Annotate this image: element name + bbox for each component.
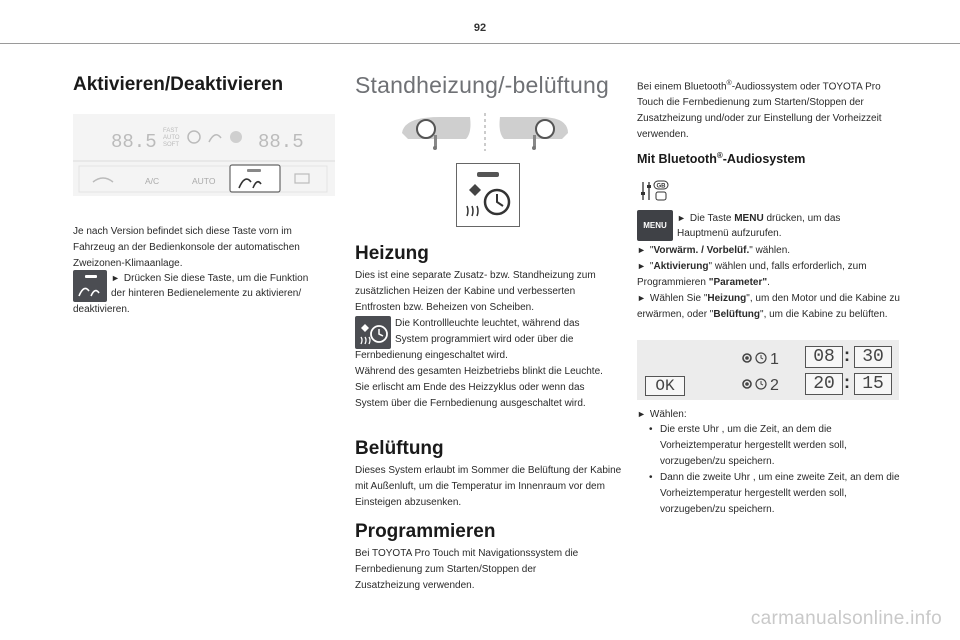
section-heading-heizung: Heizung [355, 243, 429, 264]
auto-label: AUTO [163, 135, 180, 141]
section-heading-aktivieren: Aktivieren/Deaktivieren [73, 74, 284, 95]
step-aktivierung: ► "Aktivierung" wählen und, falls erforderlich, zum Programmieren "Parameter". [637, 261, 867, 288]
col1-step-line-3: deaktivieren. [73, 304, 130, 315]
timer-2-hours[interactable]: 20 [805, 373, 843, 395]
bullet-dot: • [649, 424, 653, 435]
bullet-first-clock: Die erste Uhr , um die Zeit, an dem die Vorheiztemperatur hergestellt werden soll, vorzugeben/zu speichern. [660, 424, 847, 467]
heater-indicator-icon [355, 316, 391, 349]
menu-button-icon: MENU [637, 210, 673, 241]
top-divider [0, 43, 960, 44]
step-vorwaerm: ► "Vorwärm. / Vorbelüf." wählen. [637, 245, 791, 256]
timer-settings-screen [637, 340, 899, 400]
col1-step-line-2: der hinteren Bedienelemente zu aktivieren/ [111, 288, 302, 299]
step-menu-line-1: ► Die Taste MENU drücken, um das [677, 213, 841, 224]
soft-label: SOFT [163, 142, 179, 148]
heat-waves-symbol [467, 206, 478, 216]
timer-icons [737, 346, 797, 396]
watermark: carmanualsonline.info [750, 608, 942, 629]
bluetooth-intro-paragraph: Bei einem Bluetooth®-Audiossystem oder TOYOTA Pro Touch die Fernbedienung zum Starten/Stoppen der Zusatzheizung und/oder zur Einstellung der Vorheizzeit verwenden. [637, 80, 882, 141]
page-number: 92 [473, 22, 487, 34]
steering-variants-illustration [400, 113, 570, 153]
timer-1-hours[interactable]: 08 [805, 346, 843, 368]
climate-panel-drawing [73, 114, 335, 196]
heater-button-illustration [456, 163, 520, 227]
timer-1-minutes[interactable]: 30 [854, 346, 892, 368]
climate-control-panel-illustration [73, 114, 335, 196]
heizung-indicator-line-2: System programmiert wird oder über die [395, 334, 574, 345]
audio-settings-icon [640, 180, 670, 202]
step-menu-line-2: Hauptmenü aufzurufen. [677, 228, 782, 239]
heizung-paragraph-3: Während des gesamten Heizbetriebs blinkt die Leuchte. Sie erlischt am Ende des Heizzyklus oder wenn das System über die Fernbedienung ausgeschaltet wird. [355, 366, 603, 409]
fan-icon [230, 131, 242, 143]
heizung-indicator-line-1: Die Kontrollleuchte leuchtet, während das [395, 318, 580, 329]
col1-step-press-button: ► Drücken Sie diese Taste, um die Funktion [111, 273, 309, 284]
left-temp-display: 88.5 [111, 131, 157, 153]
time-separator: : [844, 372, 850, 392]
main-title: Standheizung/-belüftung [355, 72, 609, 98]
auto-button-label: AUTO [192, 176, 216, 186]
right-temp-display: 88.5 [258, 131, 304, 153]
section-heading-belueftung: Belüftung [355, 438, 444, 459]
timer-1-label: 1 [770, 351, 779, 368]
bullet-dot: • [649, 472, 653, 483]
time-separator: : [844, 345, 850, 365]
timer-2-label: 2 [770, 377, 779, 394]
section-heading-programmieren: Programmieren [355, 521, 496, 542]
belueftung-paragraph: Dieses System erlaubt im Sommer die Belüftung der Kabine mit Außenluft, um die Temperatur im Innenraum vor dem Einsteigen abzusenken. [355, 465, 622, 508]
rear-control-button-icon [73, 270, 107, 302]
gb-badge: GB [656, 183, 666, 190]
fast-label: FAST [163, 128, 179, 134]
select-instruction: ► Wählen: [637, 409, 687, 420]
heizung-paragraph-1: Dies ist eine separate Zusatz- bzw. Standheizung zum zusätzlichen Heizen der Kabine und verbesserten Entfrosten bzw. Beheizen von Scheiben. [355, 270, 596, 313]
programmieren-paragraph: Bei TOYOTA Pro Touch mit Navigationssystem die Fernbedienung zum Starten/Stoppen der Zusatzheizung verwenden. [355, 548, 579, 591]
bullet-second-clock: Dann die zweite Uhr , um eine zweite Zeit, an dem die Vorheiztemperatur hergestellt werden soll, vorzugeben/zu speichern. [660, 472, 900, 515]
section-heading-bluetooth: Mit Bluetooth®-Audiosystem [637, 151, 806, 167]
col1-paragraph-1: Je nach Version befindet sich diese Taste vorn im Fahrzeug an der Bedienkonsole der automatischen Zweizonen-Klimaanlage. [73, 226, 300, 269]
step-heizung-belueftung: ► Wählen Sie "Heizung", um den Motor und die Kabine zu erwärmen, oder "Belüftung", um die Kabine zu belüften. [637, 293, 900, 320]
heizung-indicator-line-3: Fernbedienung eingeschaltet wird. [355, 350, 508, 361]
timer-2-minutes[interactable]: 15 [854, 373, 892, 395]
ok-button[interactable]: OK [645, 376, 685, 396]
fan-symbol [469, 184, 481, 196]
ac-button-label: A/C [145, 176, 160, 186]
